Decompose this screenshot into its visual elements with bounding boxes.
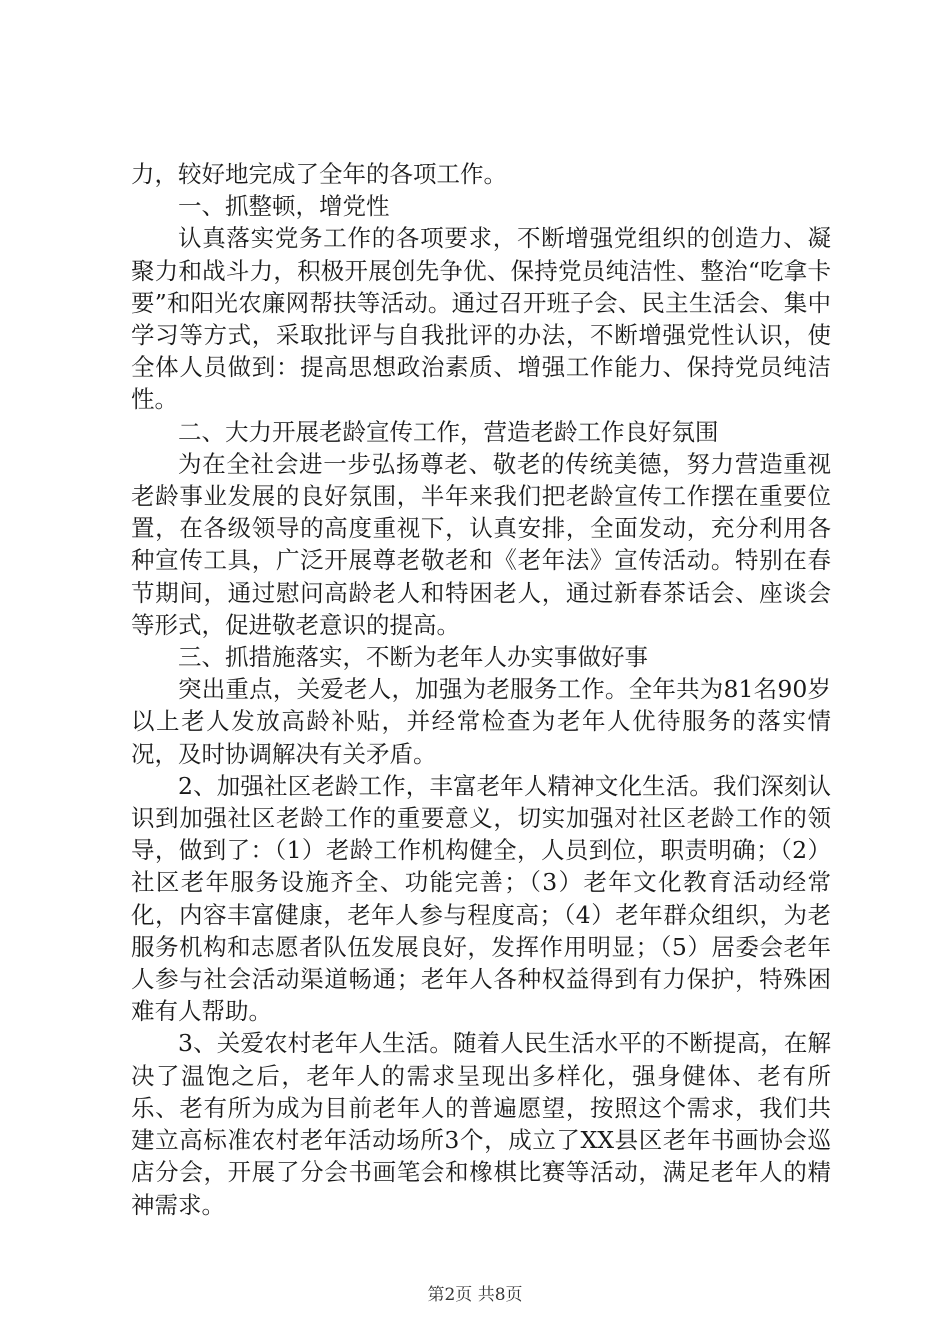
paragraph-community: 2、加强社区老龄工作，丰富老年人精神文化生活。我们深刻认识到加强社区老龄工作的重要意义，切实加强对社区老龄工作的领导，做到了：（1）老龄工作机构健全，人员到位，职责明确；（2）社区老年服务设施齐全、功能完善；（3）老年文化教育活动经常化，内容丰富健康，老年人参与程度高；（4）老年群众组织，为老服务机构和志愿者队伍发展良好，发挥作用明显；（5）居委会老年人参与社会活动渠道畅通；老年人各种权益得到有力保护，特殊困难有人帮助。 <box>131 771 831 1026</box>
page-number-footer: 第2页 共8页 <box>427 1285 523 1305</box>
section-heading-3: 三、抓措施落实，不断为老年人办实事做好事 <box>178 643 648 672</box>
document-body <box>131 158 831 1221</box>
paragraph-rural: 3、关爱农村老年人生活。随着人民生活水平的不断提高，在解决了温饱之后，老年人的需求呈现出多样化，强身健体、老有所乐、老有所为成为目前老年人的普遍愿望，按照这个需求，我们共建立高标准农村老年活动场所3个，成立了XX县区老年书画协会巡店分会，开展了分会书画笔会和橡棋比赛等活动，满足老年人的精神需求。 <box>131 1029 831 1219</box>
paragraph-services: 突出重点，关爱老人，加强为老服务工作。全年共为81名90岁以上老人发放高龄补贴，并经常检查为老年人优待服务的落实情况，及时协调解决有关矛盾。 <box>131 675 831 768</box>
paragraph-publicity: 为在全社会进一步弘扬尊老、敬老的传统美德，努力营造重视老龄事业发展的良好氛围，半年来我们把老龄宣传工作摆在重要位置，在各级领导的高度重视下，认真安排，全面发动，充分利用各种宣传工具，广泛开展尊老敬老和《老年法》宣传活动。特别在春节期间，通过慰问高龄老人和特困老人，通过新春茶话会、座谈会等形式，促进敬老意识的提高。 <box>131 449 831 639</box>
paragraph-party-work: 认真落实党务工作的各项要求，不断增强党组织的创造力、凝聚力和战斗力，积极开展创先争优、保持党员纯洁性、整治“吃拿卡要”和阳光农廉网帮扶等活动。通过召开班子会、民主生活会、集中学习等方式，采取批评与自我批评的办法，不断增强党性认识，使全体人员做到：提高思想政治素质、增强工作能力、保持党员纯洁性。 <box>131 224 831 414</box>
paragraph-continuation: 力，较好地完成了全年的各项工作。 <box>131 160 507 188</box>
section-heading-2: 二、大力开展老龄宣传工作，营造老龄工作良好氛围 <box>178 417 719 446</box>
section-heading-1: 一、抓整顿，增党性 <box>178 192 390 221</box>
